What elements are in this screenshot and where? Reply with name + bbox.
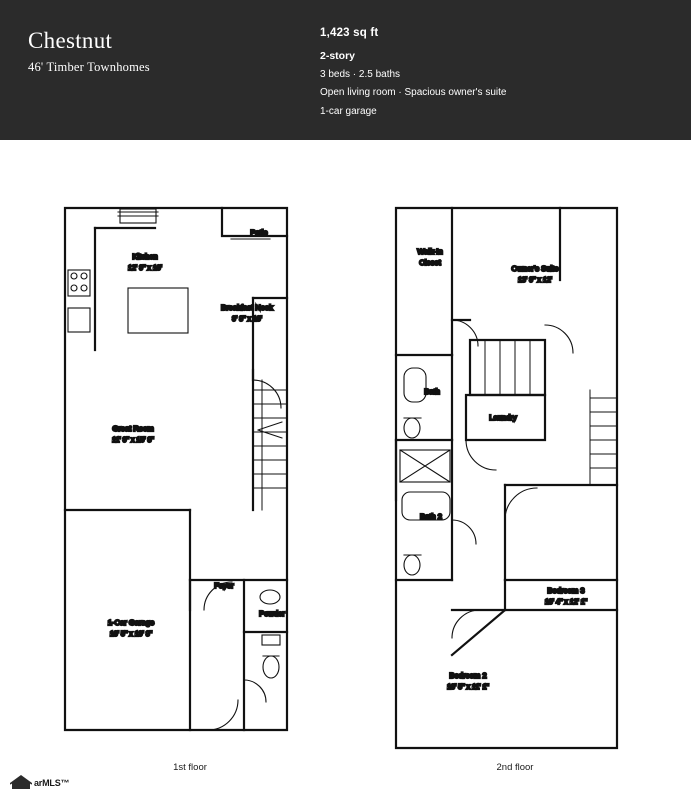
first-floor-stairs	[253, 380, 287, 510]
room-label-walk-in: Walk-In	[417, 247, 443, 256]
house-logo-icon	[10, 775, 32, 791]
room-dim-breakfast-nook: 9' 8" x 10'	[231, 316, 263, 323]
first-floor-walls	[65, 208, 287, 730]
room-label-bedroom-3: Bedroom 3	[547, 586, 585, 595]
second-floor-openings	[396, 260, 617, 748]
second-floor-walls	[396, 208, 617, 748]
plan-header	[0, 0, 691, 140]
room-label-bath-2: Bath 2	[420, 512, 442, 521]
room-label-owners-suite: Owner's Suite	[511, 264, 559, 273]
spec-stories: 2-story	[320, 50, 356, 62]
mls-logo	[10, 775, 130, 795]
room-dim-owners-suite: 13' 9" x 12'	[518, 277, 552, 284]
floor-label-second: 2nd floor	[496, 762, 534, 773]
room-label-breakfast-nook: Breakfast Nook	[221, 303, 273, 312]
room-label-great-room: Great Room	[112, 424, 154, 433]
first-floor-labels	[108, 228, 286, 638]
room-label-laundry: Laundry	[489, 413, 517, 422]
room-dim-great-room: 11' 9" x 15' 8"	[112, 437, 154, 444]
room-label-bedroom-2: Bedroom 2	[449, 671, 487, 680]
floor-label-first: 1st floor	[173, 762, 207, 773]
room-label-powder: Powder	[259, 609, 285, 618]
second-floor-labels	[417, 247, 587, 691]
room-dim-kitchen: 12' 9" x 10'	[128, 265, 162, 272]
spec-garage: 1-car garage	[320, 106, 377, 117]
floorplan-area	[0, 140, 691, 800]
room-label-closet: Closet	[419, 258, 441, 267]
room-label-kitchen: Kitchen	[132, 252, 158, 261]
room-dim-garage: 10' 5" x 19' 8"	[109, 631, 153, 638]
spec-square-footage: 1,423 sq ft	[320, 27, 379, 39]
room-dim-bedroom-2: 10' 5" x 11' 1"	[447, 684, 489, 691]
floorplan-drawing	[0, 140, 691, 800]
plan-subtitle: 46' Timber Townhomes	[28, 60, 150, 74]
room-label-patio: Patio	[250, 228, 268, 237]
spec-beds-baths: 3 beds · 2.5 baths	[320, 69, 401, 80]
powder-fixtures	[260, 590, 280, 678]
room-label-garage: 1-Car Garage	[107, 618, 155, 627]
room-dim-bedroom-3: 10' 4" x 12' 1"	[544, 599, 588, 606]
mls-logo-text: arMLS™	[34, 778, 70, 788]
page-title: Chestnut	[28, 28, 113, 53]
second-floor-bath-fixtures	[400, 368, 450, 575]
room-label-foyer: Foyer	[214, 581, 234, 590]
room-label-bath: Bath	[424, 387, 440, 396]
spec-features: Open living room · Spacious owner's suite	[320, 87, 507, 98]
